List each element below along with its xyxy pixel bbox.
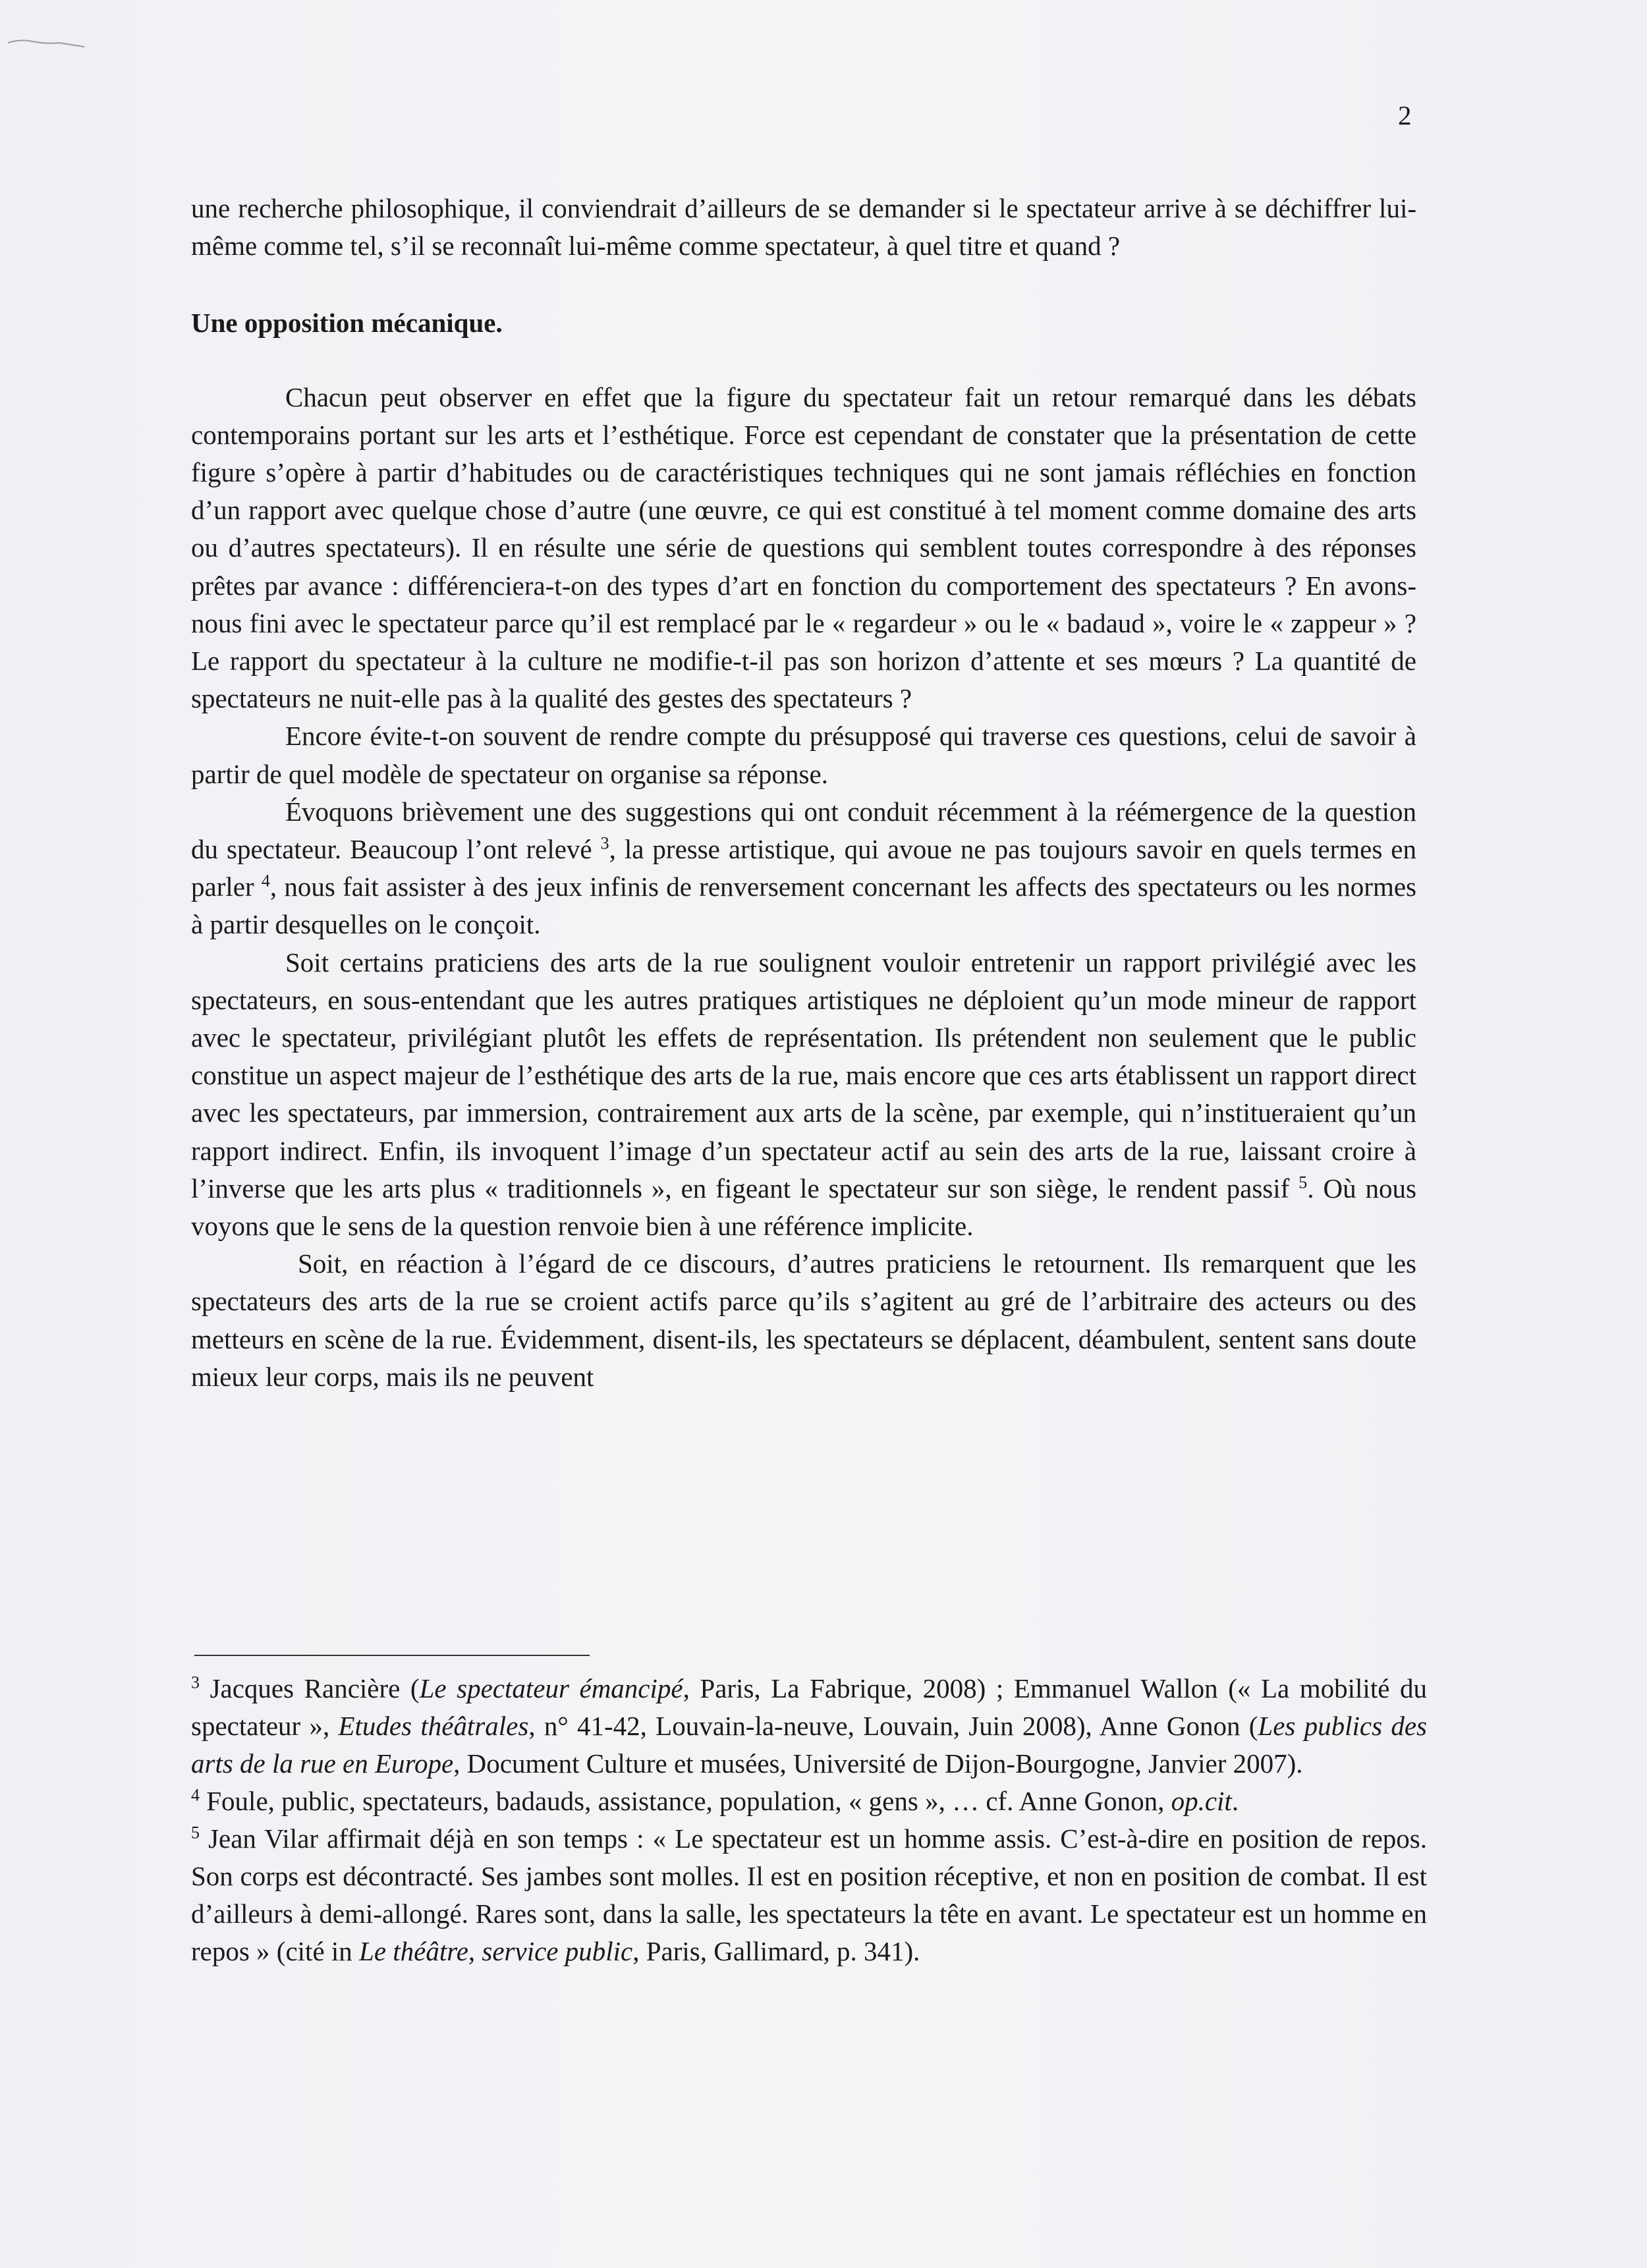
footnote-5-number: 5	[191, 1823, 200, 1842]
paragraph-3	[191, 793, 1416, 944]
footnote-5	[191, 1820, 1427, 1970]
footnote-3-text-1: Jacques Rancière (	[200, 1673, 420, 1703]
paragraph-3-text-b: , la presse artistique, qui avoue ne pas toujours savoir en quels termes en parler	[191, 834, 1416, 902]
footnote-3	[191, 1670, 1427, 1783]
paragraph-5: Soit, en réaction à l’égard de ce discours, d’autres praticiens le retournent. Ils remarquent que les spectateurs des arts de la rue se croient actifs parce qu’ils s’agitent au gré de l’arbitraire des acteurs ou des metteurs en scène de la rue. Évidemment, disent-ils, les spectateurs se déplacent, déambulent, sentent sans doute mieux leur corps, mais ils ne peuvent	[191, 1248, 1416, 1392]
footnote-5-text-2: , Paris, Gallimard, p. 341).	[632, 1936, 920, 1966]
footnote-4-text-1: Foule, public, spectateurs, badauds, assistance, population, « gens », … cf. Anne Gonon,	[200, 1786, 1171, 1816]
footnote-5-title-1: Le théâtre, service public	[359, 1936, 633, 1966]
footnote-4-title-1: op.cit	[1171, 1786, 1232, 1816]
footnote-3-title-1: Le spectateur émancipé	[419, 1673, 683, 1703]
footnote-4-text-2: .	[1231, 1786, 1239, 1816]
footnote-5-text-1: Jean Vilar affirmait déjà en son temps : « Le spectateur est un homme assis. C’est-à-dire en position de repos. Son corps est décontracté. Ses jambes sont molles. Il est en position réceptive, et non en position de combat. Il est d’ailleurs à demi-allongé. Rares sont, dans la salle, les spectateurs la tête en avant. Le spectateur est un homme en repos » (cité in	[191, 1823, 1427, 1966]
footnote-4-number: 4	[191, 1785, 200, 1805]
footnote-4	[191, 1783, 1427, 1820]
footnote-3-text-3: , n° 41-42, Louvain-la-neuve, Louvain, Juin 2008), Anne Gonon (	[528, 1711, 1258, 1741]
footnote-3-title-3: Les publics des arts de la rue en Europe	[191, 1711, 1428, 1779]
paragraph-1: Chacun peut observer en effet que la figure du spectateur fait un retour remarqué dans les débats contemporains portant sur les arts et l’esthétique. Force est cependant de constater que la présentation de cette figure s’opère à partir d’habitudes ou de caractéristiques techniques qui ne sont jamais réfléchies en fonction d’un rapport avec quelque chose d’autre (une œuvre, ce qui est constitué à tel moment comme domaine des arts ou d’autres spectateurs). Il en résulte une série de questions qui semblent toutes correspondre à des réponses prêtes par avance : différenciera-t-on des types d’art en fonction du comportement des spectateurs ? En avons-nous fini avec le spectateur parce qu’il est remplacé par le « regardeur » ou le « badaud », voire le « zappeur » ? Le rapport du spectateur à la culture ne modifie-t-il pas son horizon d’attente et ses mœurs ? La quantité de spectateurs ne nuit-elle pas à la qualité des gestes des spectateurs ?	[191, 381, 1416, 714]
body-text	[191, 190, 1416, 1396]
paragraph-4-text-b: . Où nous voyons que le sens de la question renvoie bien à une référence implicite.	[191, 1173, 1416, 1242]
footnote-3-text-2: , Paris, La Fabrique, 2008) ; Emmanuel Wallon (« La mobilité du spectateur »,	[191, 1673, 1427, 1741]
footnotes	[191, 1670, 1427, 1970]
page-number: 2	[1398, 100, 1412, 130]
scan-artifact-mark	[7, 36, 86, 49]
footnote-ref-3: 3	[600, 833, 609, 853]
paragraph-4	[191, 944, 1416, 1246]
paragraph-4-text-a: Soit certains praticiens des arts de la rue soulignent vouloir entretenir un rapport privilégié avec les spectateurs, en sous-entendant que les autres pratiques artistiques ne déploient qu’un mode mineur de rapport avec le spectateur, privilégiant plutôt les effets de représentation. Ils prétendent non seulement que le public constitue un aspect majeur de l’esthétique des arts de la rue, mais encore que ces arts établissent un rapport direct avec les spectateurs, par immersion, contrairement aux arts de la scène, par exemple, qui n’institueraient qu’un rapport indirect. Enfin, ils invoquent l’image d’un spectateur actif au sein des arts de la rue, laissant croire à l’inverse que les arts plus « traditionnels », en figeant le spectateur sur son siège, le rendent passif	[191, 947, 1416, 1203]
paragraph-3-text-c: , nous fait assister à des jeux infinis de renversement concernant les affects des spectateurs ou les normes à partir desquelles on le conçoit.	[191, 871, 1416, 940]
footnote-ref-4: 4	[261, 871, 270, 891]
footnote-separator	[194, 1655, 590, 1656]
paragraph-intro: une recherche philosophique, il conviendrait d’ailleurs de se demander si le spectateur arrive à se déchiffrer lui-même comme tel, s’il se reconnaît lui-même comme spectateur, à quel titre et quand ?	[191, 193, 1416, 262]
footnote-3-text-4: , Document Culture et musées, Université de Dijon-Bourgogne, Janvier 2007).	[453, 1748, 1303, 1779]
paragraph-3-text-a: Évoquons brièvement une des suggestions qui ont conduit récemment à la réémergence de la question du spectateur. Beaucoup l’ont relevé	[191, 796, 1416, 865]
section-heading: Une opposition mécanique.	[191, 308, 503, 339]
paragraph-2: Encore évite-t-on souvent de rendre compte du présupposé qui traverse ces questions, celui de savoir à partir de quel modèle de spectateur on organise sa réponse.	[191, 721, 1416, 789]
footnote-ref-5: 5	[1298, 1173, 1308, 1192]
footnote-3-title-2: Etudes théâtrales	[338, 1711, 529, 1741]
footnote-3-number: 3	[191, 1673, 200, 1692]
